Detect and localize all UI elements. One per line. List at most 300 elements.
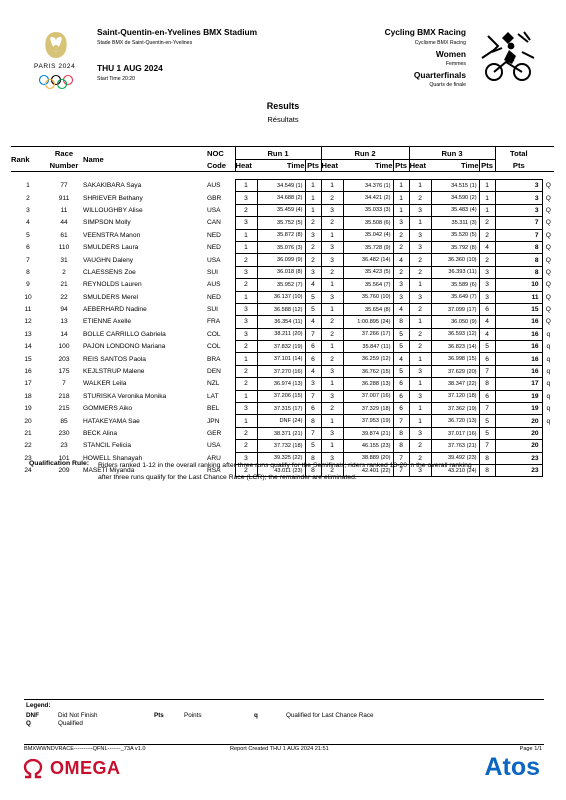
rank-cell: 15	[24, 355, 32, 363]
run3-heat-cell: 1	[409, 316, 431, 328]
run2-time-cell: 39.874 (21)	[343, 427, 393, 439]
run3-heat-cell: 1	[409, 279, 431, 291]
run3-heat-cell: 3	[409, 229, 431, 241]
run3-pts-cell: 1	[479, 204, 495, 216]
run1-heat-cell: 2	[235, 365, 257, 377]
run1-pts-cell: 5	[305, 440, 321, 452]
run1-time-cell: 36.137 (10)	[257, 291, 305, 303]
run2-time-cell: 35.423 (5)	[343, 266, 393, 278]
run1-time-cell: 37.732 (18)	[257, 440, 305, 452]
legend-dnf-value: Did Not Finish	[58, 712, 98, 719]
race-number-cell: 2	[62, 268, 66, 276]
run3-time-cell: 35.792 (8)	[431, 241, 479, 253]
qualification-mark-cell: q	[546, 330, 551, 338]
run2-heat-cell: 2	[321, 316, 343, 328]
rank-cell: 18	[24, 392, 32, 400]
noc-cell: NED	[207, 293, 221, 301]
run2-time-cell: 35.042 (4)	[343, 229, 393, 241]
name-cell: VEENSTRA Manon	[83, 231, 141, 239]
run3-heat-cell: 2	[409, 440, 431, 452]
run1-heat-cell: 2	[235, 440, 257, 452]
run3-heat-cell: 2	[409, 266, 431, 278]
race-number-cell: 23	[60, 442, 68, 450]
atos-logo: Atos	[484, 753, 540, 781]
run1-pts-cell: 7	[305, 390, 321, 402]
run1-heat-cell: 1	[235, 180, 257, 192]
run3-time-cell: 35.520 (5)	[431, 229, 479, 241]
run3-pts-cell: 1	[479, 180, 495, 192]
run1-pts-cell: 1	[305, 192, 321, 204]
name-cell: AEBERHARD Nadine	[83, 306, 147, 314]
run1-time-cell: 34.688 (2)	[257, 192, 305, 204]
total-pts-cell: 20	[495, 427, 542, 439]
run2-pts-cell: 2	[393, 241, 409, 253]
name-cell: VAUGHN Daleny	[83, 256, 134, 264]
run3-heat-cell: 2	[409, 254, 431, 266]
paris-2024-logo	[28, 28, 84, 94]
legend-title: Legend:	[26, 702, 51, 709]
name-cell: HATAKEYAMA Sae	[83, 417, 140, 425]
run1-pts-cell: 3	[305, 266, 321, 278]
run2-heat-cell: 1	[321, 415, 343, 427]
rank-cell: 10	[24, 293, 32, 301]
run3-heat-cell: 2	[409, 328, 431, 340]
col-header-rank: Rank	[11, 154, 30, 164]
race-number-cell: 21	[60, 281, 68, 289]
run3-pts-cell: 6	[479, 353, 495, 365]
run1-heat-cell: 2	[235, 427, 257, 439]
run2-pts-cell: 2	[393, 229, 409, 241]
start-time: Start Time 20:20	[97, 76, 136, 82]
run1-time-cell: 38.371 (21)	[257, 427, 305, 439]
sport-name-fr: Cyclisme BMX Racing	[414, 40, 466, 46]
run3-time-cell: 34.515 (1)	[431, 180, 479, 192]
rank-cell: 8	[26, 268, 30, 276]
total-pts-cell: 16	[495, 341, 542, 353]
run3-heat-cell: 3	[409, 241, 431, 253]
run2-time-cell: 37.007 (16)	[343, 390, 393, 402]
total-pts-cell: 3	[495, 204, 542, 216]
run1-pts-cell: 4	[305, 316, 321, 328]
run1-pts-cell: 2	[305, 217, 321, 229]
race-number-cell: 61	[60, 231, 68, 239]
run2-time-cell: 46.155 (23)	[343, 440, 393, 452]
qualification-mark-cell: Q	[545, 293, 551, 301]
run3-heat-cell: 2	[409, 192, 431, 204]
total-pts-cell: 7	[495, 217, 542, 229]
run3-time-cell: 35.649 (7)	[431, 291, 479, 303]
noc-cell: USA	[207, 256, 221, 264]
table-row	[11, 279, 554, 291]
run3-time-cell: 37.120 (18)	[431, 390, 479, 402]
race-number-cell: 100	[58, 343, 70, 351]
table-row	[11, 403, 554, 415]
run2-heat-cell: 2	[321, 353, 343, 365]
name-cell: HOWELL Shanayah	[83, 454, 143, 462]
run3-heat-cell: 1	[409, 403, 431, 415]
run2-pts-cell: 3	[393, 291, 409, 303]
noc-cell: GER	[207, 430, 222, 437]
run2-heat-cell: 3	[321, 254, 343, 266]
qualification-mark-cell	[542, 452, 554, 464]
race-number-cell: 230	[58, 430, 70, 437]
rank-cell: 6	[26, 244, 30, 252]
noc-cell: ARU	[207, 454, 221, 462]
run1-heat-cell: 1	[235, 353, 257, 365]
table-row	[11, 217, 554, 229]
run1-pts-cell: 8	[305, 464, 321, 476]
run3-pts-cell: 4	[479, 328, 495, 340]
run3-heat-cell: 1	[409, 180, 431, 192]
qualification-mark-cell: Q	[545, 256, 551, 264]
table-row	[11, 291, 554, 303]
run3-pts-cell: 5	[479, 427, 495, 439]
footer-divider	[24, 744, 544, 745]
rank-cell: 22	[24, 442, 32, 450]
run1-heat-cell: 2	[235, 279, 257, 291]
name-cell: CLAESSENS Zoe	[83, 268, 136, 276]
run1-time-cell: 35.076 (3)	[257, 241, 305, 253]
run3-time-cell: 37.099 (17)	[431, 303, 479, 315]
race-number-cell: 175	[58, 368, 70, 376]
run1-pts-cell: 3	[305, 229, 321, 241]
race-number-cell: 209	[58, 467, 70, 475]
total-pts-cell: 8	[495, 241, 542, 253]
run3-pts-cell: 5	[479, 341, 495, 353]
run3-time-cell: 35.483 (4)	[431, 204, 479, 216]
noc-cell: AUS	[207, 182, 221, 190]
run2-pts-cell: 6	[393, 403, 409, 415]
col-header-run2: Run 2	[321, 147, 409, 160]
run1-heat-cell: 3	[235, 452, 257, 464]
race-number-cell: 85	[60, 417, 68, 425]
footer-page-number: Page 1/1	[519, 746, 542, 752]
noc-cell: BEL	[207, 405, 220, 413]
race-number-cell: 203	[58, 355, 70, 363]
run3-pts-cell: 5	[479, 415, 495, 427]
name-cell: SMULDERS Laura	[83, 244, 139, 252]
legend-q-value: Qualified	[58, 720, 83, 727]
run3-pts-cell: 6	[479, 390, 495, 402]
run1-pts-cell: 5	[305, 291, 321, 303]
noc-cell: JPN	[207, 417, 220, 425]
run1-heat-cell: 1	[235, 291, 257, 303]
name-cell: BOLLE CARRILLO Gabriela	[83, 330, 166, 338]
run1-time-cell: 37.832 (19)	[257, 341, 305, 353]
run3-time-cell: 37.763 (21)	[431, 440, 479, 452]
table-row	[11, 241, 554, 253]
run3-time-cell: 36.823 (14)	[431, 341, 479, 353]
run2-heat-cell: 1	[321, 279, 343, 291]
run3-pts-cell: 2	[479, 229, 495, 241]
total-pts-cell: 3	[495, 192, 542, 204]
run3-heat-cell: 1	[409, 415, 431, 427]
run3-pts-cell: 3	[479, 291, 495, 303]
run1-pts-cell: 7	[305, 328, 321, 340]
run2-heat-cell: 3	[321, 241, 343, 253]
footer-report-created: Report Created THU 1 AUG 2024 21:51	[230, 746, 329, 752]
race-number-cell: 911	[58, 194, 70, 202]
qualification-mark-cell: Q	[545, 219, 551, 227]
run3-heat-cell: 2	[409, 452, 431, 464]
run1-heat-cell: 1	[235, 241, 257, 253]
run2-heat-cell: 2	[321, 192, 343, 204]
run3-time-cell: 36.720 (13)	[431, 415, 479, 427]
col-header-pts: Pts	[479, 160, 495, 172]
run3-heat-cell: 1	[409, 353, 431, 365]
qualification-rule-label: Qualification Rule:	[29, 460, 90, 467]
col-header-noc-2: Code	[207, 160, 226, 170]
col-header-run1: Run 1	[235, 147, 321, 160]
total-pts-cell: 19	[495, 390, 542, 402]
footer-report-code: BMXWWNDVRACE----------QFNL-------_73A v1.0	[24, 746, 146, 752]
run3-time-cell: 35.589 (6)	[431, 279, 479, 291]
name-cell: SAKAKIBARA Saya	[83, 182, 142, 190]
table-row	[11, 365, 554, 377]
omega-symbol-icon	[22, 759, 44, 779]
run3-time-cell: 36.393 (11)	[431, 266, 479, 278]
run3-heat-cell: 3	[409, 365, 431, 377]
run2-heat-cell: 2	[321, 464, 343, 476]
run1-pts-cell: 2	[305, 241, 321, 253]
rank-cell: 16	[24, 368, 32, 376]
run2-time-cell: 35.654 (8)	[343, 303, 393, 315]
table-row	[11, 229, 554, 241]
qualification-mark-cell: Q	[545, 318, 551, 326]
col-header-race-number-2: Number	[49, 160, 79, 170]
table-row	[11, 378, 554, 390]
phase: Quarterfinals	[413, 70, 466, 80]
run1-pts-cell: 8	[305, 415, 321, 427]
sport-name: Cycling BMX Racing	[384, 27, 466, 37]
run2-time-cell: 35.847 (11)	[343, 341, 393, 353]
run3-time-cell: 36.360 (10)	[431, 254, 479, 266]
total-pts-cell: 10	[495, 279, 542, 291]
name-cell: GOMMERS Aiko	[83, 405, 133, 413]
name-cell: KEJLSTRUP Malene	[83, 368, 145, 376]
qualification-rule-line-1: Riders ranked 1-12 in the overall ranking after three runs qualify for the Semifinals; riders ranked 13-20 in the overall ranking	[98, 462, 472, 469]
qualification-mark-cell: q	[546, 380, 551, 388]
run3-pts-cell: 4	[479, 241, 495, 253]
omega-logo	[22, 758, 132, 780]
run3-heat-cell: 3	[409, 464, 431, 476]
name-cell: STANCIL Felicia	[83, 442, 131, 450]
run1-heat-cell: 1	[235, 415, 257, 427]
run3-pts-cell: 7	[479, 403, 495, 415]
qualification-rule-line-2: after three runs qualify for the Last Chance Race (LCR); the remainder are eliminated.	[98, 474, 357, 481]
legend-lcr-key: q	[254, 712, 258, 719]
run3-time-cell: 37.629 (20)	[431, 365, 479, 377]
run2-pts-cell: 8	[393, 427, 409, 439]
table-row	[11, 266, 554, 278]
run3-heat-cell: 2	[409, 341, 431, 353]
run1-time-cell: 34.549 (1)	[257, 180, 305, 192]
run2-heat-cell: 1	[321, 378, 343, 390]
total-pts-cell: 11	[495, 291, 542, 303]
run1-time-cell: 35.459 (4)	[257, 204, 305, 216]
run2-heat-cell: 3	[321, 204, 343, 216]
run2-pts-cell: 6	[393, 390, 409, 402]
run3-pts-cell: 7	[479, 440, 495, 452]
run1-pts-cell: 7	[305, 427, 321, 439]
run1-pts-cell: 1	[305, 180, 321, 192]
gender-fr: Femmes	[445, 61, 466, 67]
rank-cell: 17	[24, 380, 32, 388]
run1-pts-cell: 5	[305, 303, 321, 315]
noc-cell: AUS	[207, 281, 221, 289]
noc-cell: CAN	[207, 219, 221, 227]
run1-heat-cell: 3	[235, 403, 257, 415]
run1-time-cell: 37.206 (15)	[257, 390, 305, 402]
results-rows	[11, 180, 554, 477]
run1-heat-cell: 1	[235, 390, 257, 402]
noc-cell: FRA	[207, 318, 221, 326]
rank-cell: 23	[24, 454, 32, 462]
qualification-mark-cell: q	[546, 417, 551, 425]
run2-pts-cell: 7	[393, 464, 409, 476]
run3-heat-cell: 3	[409, 204, 431, 216]
qualification-mark-cell: q	[546, 405, 551, 413]
run3-time-cell: 35.311 (3)	[431, 217, 479, 229]
qualification-mark-cell: Q	[545, 281, 551, 289]
table-row	[11, 353, 554, 365]
rank-cell: 4	[26, 219, 30, 227]
run2-heat-cell: 2	[321, 403, 343, 415]
total-pts-cell: 23	[495, 452, 542, 464]
run2-pts-cell: 8	[393, 440, 409, 452]
run2-pts-cell: 3	[393, 279, 409, 291]
omega-wordmark: OMEGA	[50, 758, 121, 778]
total-pts-cell: 3	[495, 180, 542, 192]
legend-pts-value: Points	[184, 712, 202, 719]
qualification-mark-cell	[542, 427, 554, 439]
name-cell: SMULDERS Merel	[83, 293, 138, 301]
noc-cell: USA	[207, 442, 221, 450]
total-pts-cell: 8	[495, 266, 542, 278]
rank-cell: 12	[24, 318, 32, 326]
run3-time-cell: 36.998 (15)	[431, 353, 479, 365]
run1-heat-cell: 2	[235, 204, 257, 216]
run1-time-cell: 37.315 (17)	[257, 403, 305, 415]
run1-time-cell: 36.099 (9)	[257, 254, 305, 266]
run1-time-cell: 35.752 (5)	[257, 217, 305, 229]
table-row	[11, 180, 554, 192]
race-number-cell: 22	[60, 293, 68, 301]
run3-pts-cell: 8	[479, 464, 495, 476]
run2-time-cell: 34.376 (1)	[343, 180, 393, 192]
table-row	[11, 415, 554, 427]
run2-heat-cell: 3	[321, 365, 343, 377]
run1-heat-cell: 3	[235, 192, 257, 204]
run2-heat-cell: 1	[321, 440, 343, 452]
phase-fr: Quarts de finale	[429, 82, 466, 88]
run3-heat-cell: 2	[409, 303, 431, 315]
run1-heat-cell: 3	[235, 316, 257, 328]
race-number-cell: 14	[60, 330, 68, 338]
run3-heat-cell: 3	[409, 427, 431, 439]
run2-pts-cell: 5	[393, 328, 409, 340]
run2-heat-cell: 3	[321, 291, 343, 303]
qualification-mark-cell	[542, 440, 554, 452]
rank-cell: 9	[26, 281, 30, 289]
run3-heat-cell: 1	[409, 217, 431, 229]
run3-heat-cell: 3	[409, 291, 431, 303]
legend-dnf-key: DNF	[26, 712, 39, 719]
run2-pts-cell: 1	[393, 192, 409, 204]
qualification-mark-cell: Q	[545, 194, 551, 202]
total-pts-cell: 16	[495, 365, 542, 377]
name-cell: ETIENNE Axelle	[83, 318, 132, 326]
total-pts-cell: 17	[495, 378, 542, 390]
run1-heat-cell: 2	[235, 341, 257, 353]
run2-heat-cell: 2	[321, 328, 343, 340]
run2-heat-cell: 3	[321, 427, 343, 439]
race-number-cell: 94	[60, 306, 68, 314]
noc-cell: SUI	[207, 306, 218, 314]
logo-text: PARIS 2024	[34, 63, 76, 70]
col-header-total-1: Total	[495, 147, 542, 160]
run3-time-cell: 36.593 (12)	[431, 328, 479, 340]
col-header-heat: Heat	[409, 160, 431, 172]
race-number-cell: 11	[60, 206, 68, 214]
race-number-cell: 13	[60, 318, 68, 326]
run2-time-cell: 35.728 (9)	[343, 241, 393, 253]
run1-time-cell: 36.354 (11)	[257, 316, 305, 328]
col-header-time: Time	[286, 161, 305, 170]
run2-time-cell: 35.564 (7)	[343, 279, 393, 291]
race-number-cell: 31	[60, 256, 68, 264]
run2-time-cell: 36.259 (12)	[343, 353, 393, 365]
qualification-mark-cell: q	[546, 343, 551, 351]
qualification-mark-cell: Q	[545, 268, 551, 276]
rank-cell: 5	[26, 231, 30, 239]
run1-pts-cell: 6	[305, 341, 321, 353]
run3-pts-cell: 6	[479, 303, 495, 315]
noc-cell: NZL	[207, 380, 220, 388]
table-row	[11, 316, 554, 328]
run2-pts-cell: 5	[393, 341, 409, 353]
run2-time-cell: 1:00.895 (24)	[343, 316, 393, 328]
run3-time-cell: 37.017 (16)	[431, 427, 479, 439]
run2-time-cell: 36.482 (14)	[343, 254, 393, 266]
legend	[24, 699, 544, 726]
run1-time-cell: 38.211 (20)	[257, 328, 305, 340]
run1-heat-cell: 3	[235, 266, 257, 278]
run1-time-cell: 43.011 (23)	[257, 464, 305, 476]
col-header-time: Time	[460, 161, 479, 170]
rank-cell: 2	[26, 194, 30, 202]
run1-pts-cell: 6	[305, 403, 321, 415]
run1-heat-cell: 3	[235, 217, 257, 229]
qualification-mark-cell: Q	[545, 182, 551, 190]
rank-cell: 19	[24, 405, 32, 413]
results-table	[11, 146, 554, 477]
rank-cell: 1	[26, 182, 30, 190]
legend-q-key: Q	[26, 720, 31, 727]
name-cell: PAJON LONDONO Mariana	[83, 343, 166, 351]
run3-time-cell: 37.362 (19)	[431, 403, 479, 415]
total-pts-cell: 16	[495, 316, 542, 328]
run1-heat-cell: 2	[235, 254, 257, 266]
qualification-rule-text	[98, 460, 518, 484]
total-pts-cell: 23	[495, 464, 542, 476]
noc-cell: NED	[207, 244, 221, 252]
table-row	[11, 390, 554, 402]
rank-cell: 13	[24, 330, 32, 338]
run2-heat-cell: 1	[321, 303, 343, 315]
run2-time-cell: 35.760 (10)	[343, 291, 393, 303]
run1-heat-cell: 1	[235, 229, 257, 241]
